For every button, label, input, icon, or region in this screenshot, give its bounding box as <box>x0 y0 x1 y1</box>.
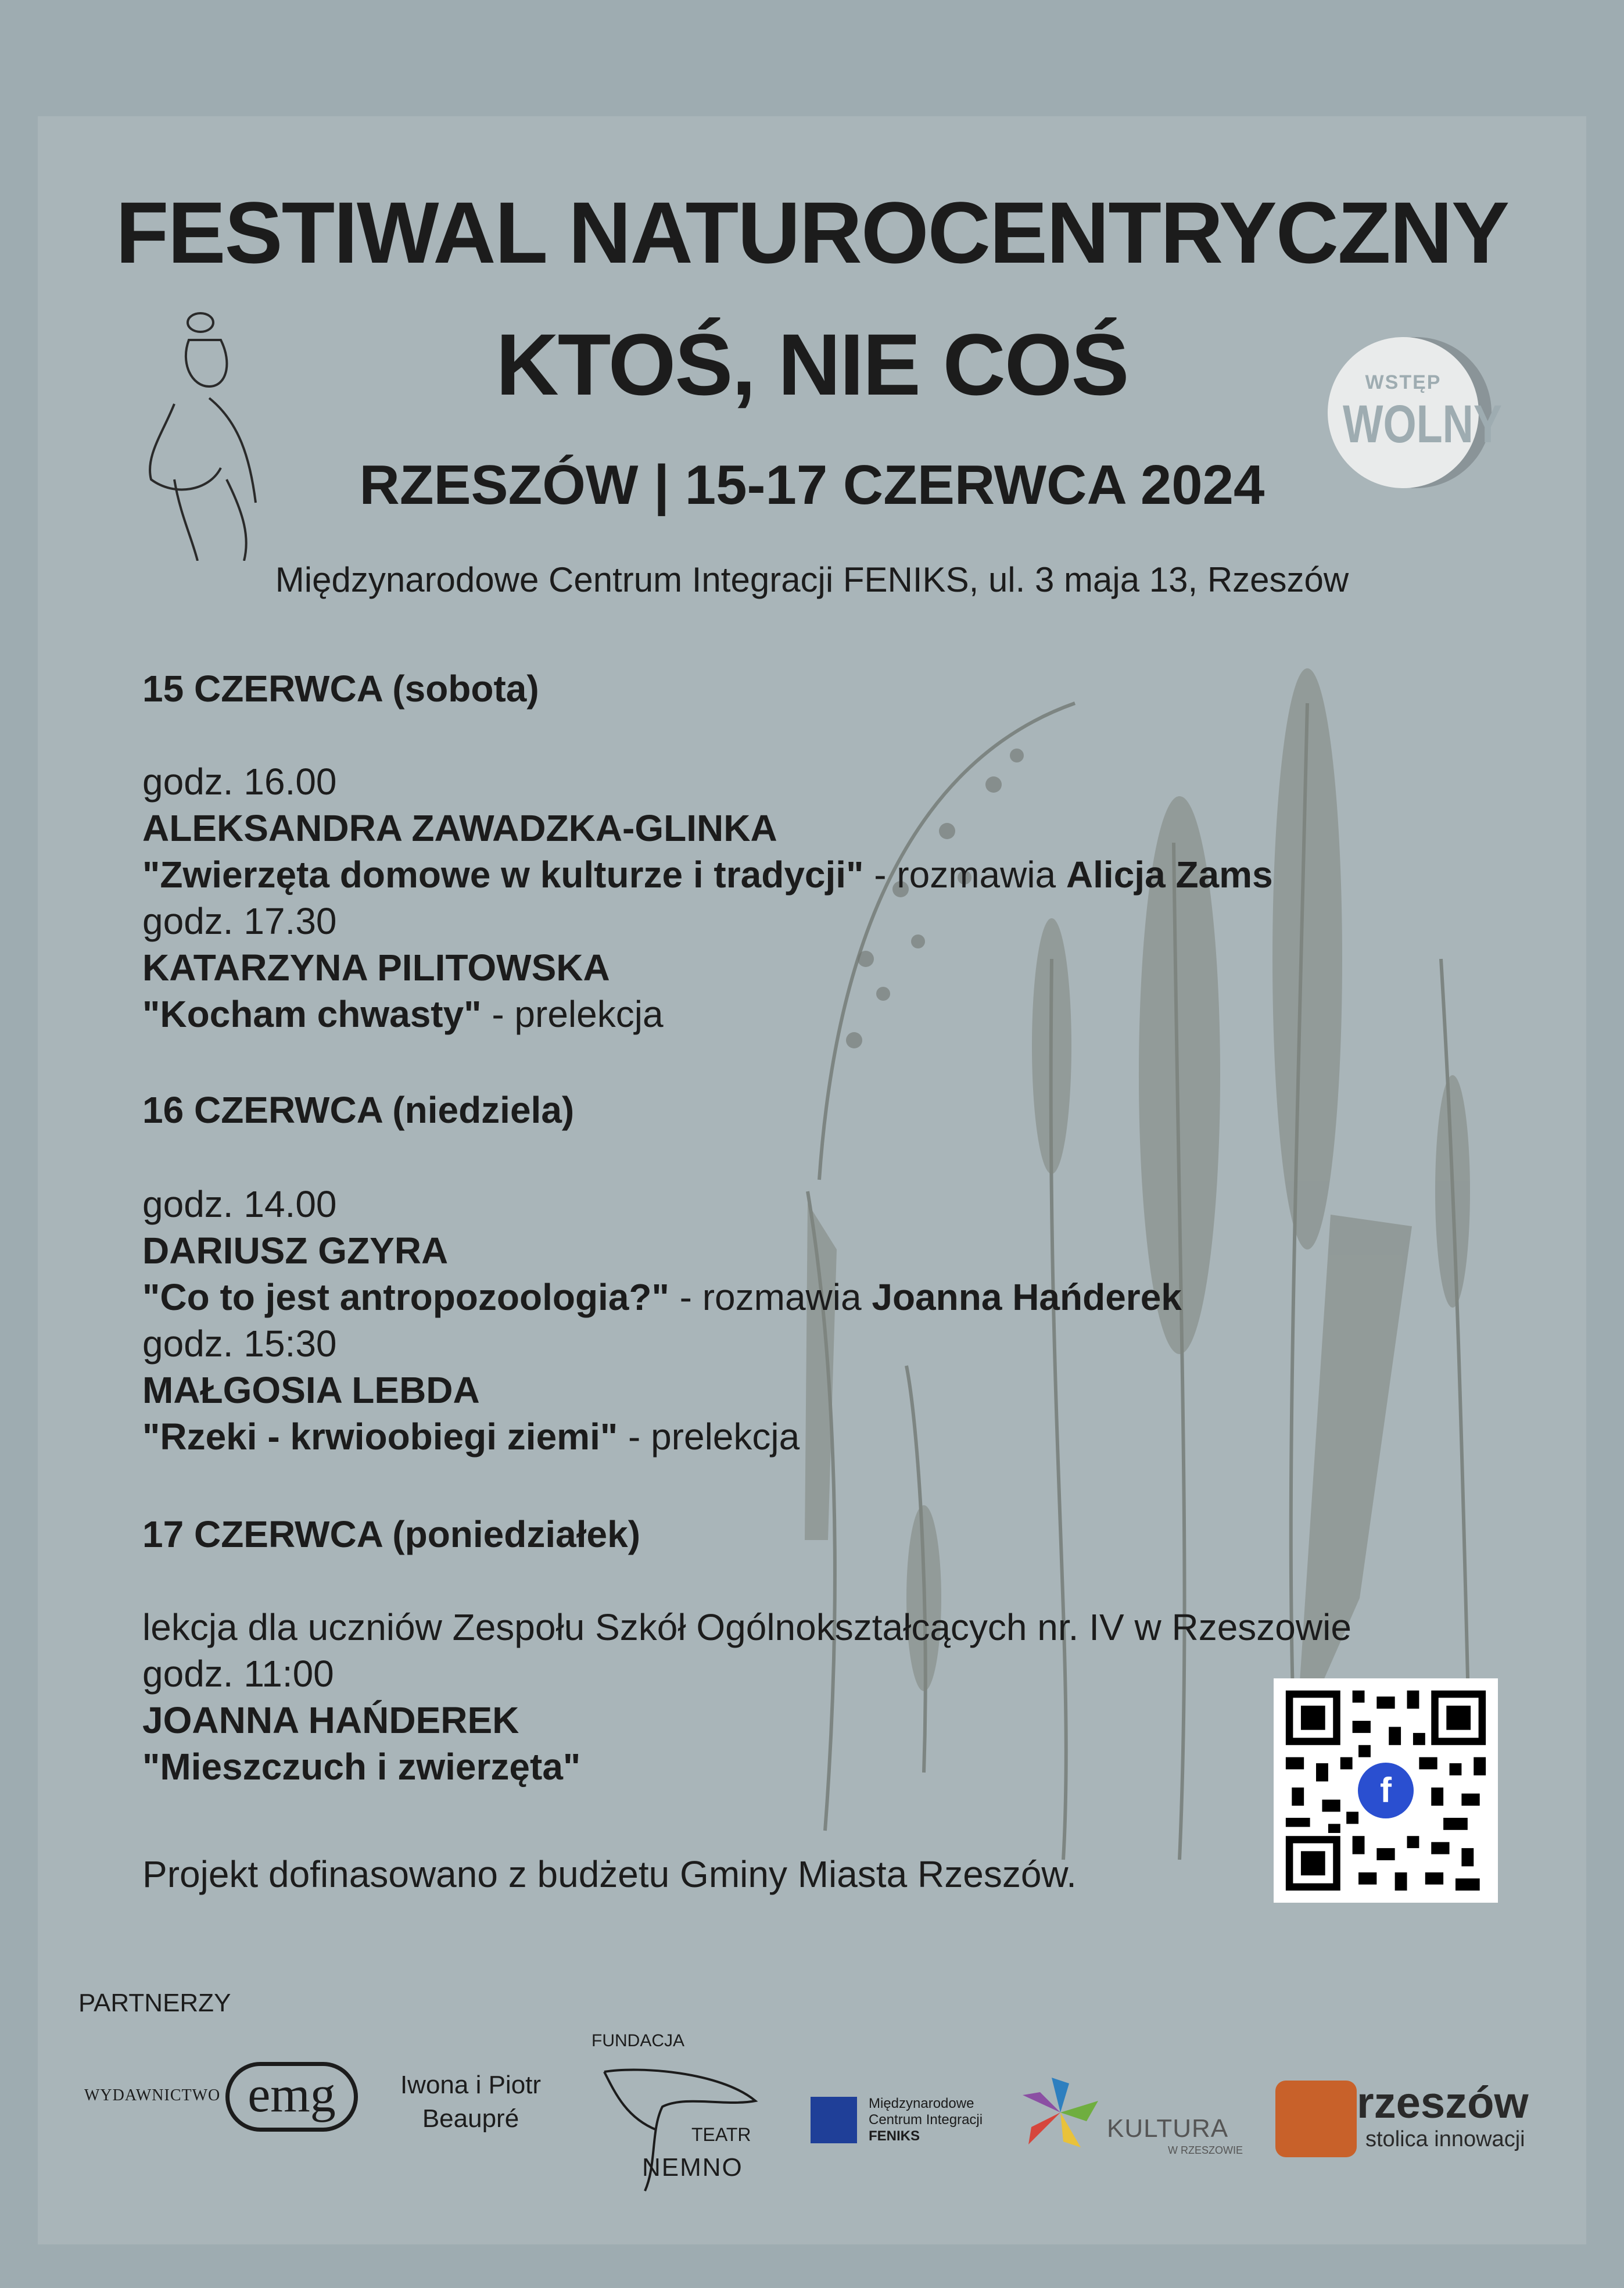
badge-small-text: WSTĘP <box>1365 371 1442 393</box>
kultura-pinwheel-icon <box>1017 2072 1104 2153</box>
day2-date: 16 CZERWCA <box>142 1089 382 1131</box>
rzeszow-main: rzeszów <box>1357 2078 1529 2128</box>
free-entry-badge <box>1328 337 1502 488</box>
nemno-top: FUNDACJA <box>591 2031 685 2050</box>
day2-event1-line <box>142 1274 1182 1320</box>
day1-event1-time: godz. 16.00 <box>142 761 337 803</box>
day1-event2-type: - prelekcja <box>481 993 664 1035</box>
day1-weekday: (sobota) <box>382 668 539 710</box>
day1-date: 15 CZERWCA <box>142 668 382 710</box>
feniks-line1: Międzynarodowe <box>869 2096 974 2111</box>
partners-label: PARTNERZY <box>78 1989 231 2017</box>
day2-heading <box>142 1087 574 1133</box>
day3-weekday: (poniedziałek) <box>382 1513 640 1555</box>
festival-subtitle-name: KTOŚ, NIE COŚ <box>496 316 1128 413</box>
festival-title: FESTIWAL NATUROCENTRYCZNY <box>115 184 1509 281</box>
day1-event1-line <box>142 851 1273 898</box>
rzeszow-logo-icon <box>1275 2081 1357 2157</box>
rzeszow-sub: stolica innowacji <box>1365 2127 1525 2151</box>
nemno-teatr: TEATR <box>691 2124 751 2145</box>
badge-circle <box>1328 337 1502 488</box>
festival-place-dates: RZESZÓW | 15-17 CZERWCA 2024 <box>359 454 1265 516</box>
badge-big-text: WOLNY <box>1343 395 1502 454</box>
day1-heading <box>142 665 539 712</box>
day2-event2-time: godz. 15:30 <box>142 1323 337 1365</box>
day1-event2-time: godz. 17.30 <box>142 900 337 942</box>
day2-event1-title: "Co to jest antropozoologia?" <box>142 1276 669 1318</box>
day1-event2-speaker: KATARZYNA PILITOWSKA <box>142 947 610 989</box>
beaupre-line2: Beaupré <box>422 2104 519 2133</box>
day1-event2-line <box>142 991 664 1037</box>
day3-event1-speaker: JOANNA HAŃDEREK <box>142 1699 519 1741</box>
day1-event2-title: "Kocham chwasty" <box>142 993 482 1035</box>
day1-event1-host: Alicja Zams <box>1066 854 1273 896</box>
nemno-name: NEMNO <box>642 2153 743 2182</box>
day2-event2-speaker: MAŁGOSIA LEBDA <box>142 1369 480 1411</box>
emg-prefix: WYDAWNICTWO <box>84 2086 221 2104</box>
day2-event2-type: - prelekcja <box>618 1416 800 1458</box>
qr-code[interactable] <box>1274 1678 1498 1903</box>
funding-note: Projekt dofinasowano z budżetu Gminy Miasta Rzeszów. <box>142 1853 1077 1895</box>
feniks-line3: FENIKS <box>869 2128 920 2144</box>
festival-venue: Międzynarodowe Centrum Integracji FENIKS, ul. 3 maja 13, Rzeszów <box>275 560 1349 599</box>
emg-logo: emg <box>225 2062 358 2132</box>
day2-event1-sep: - rozmawia <box>669 1276 872 1318</box>
day3-event1-time: godz. 11:00 <box>142 1653 334 1695</box>
day3-date: 17 CZERWCA <box>142 1513 382 1555</box>
day3-heading <box>142 1511 640 1557</box>
kultura-sub: W RZESZOWIE <box>1168 2144 1243 2156</box>
kultura-main: KULTURA <box>1107 2114 1229 2143</box>
day2-event1-host: Joanna Hańderek <box>872 1276 1182 1318</box>
day2-event2-title: "Rzeki - krwioobiegi ziemi" <box>142 1416 618 1458</box>
beaupre-line1: Iwona i Piotr <box>400 2071 542 2099</box>
day1-event1-sep: - rozmawia <box>863 854 1066 896</box>
day1-event1-title: "Zwierzęta domowe w kulturze i tradycji" <box>142 854 864 896</box>
day2-event1-time: godz. 14.00 <box>142 1183 337 1225</box>
feniks-line2: Centrum Integracji <box>869 2112 983 2128</box>
day2-event2-line <box>142 1413 800 1460</box>
facebook-icon: f <box>1358 1763 1414 1818</box>
day1-event1-speaker: ALEKSANDRA ZAWADZKA-GLINKA <box>142 807 777 849</box>
day3-note: lekcja dla uczniów Zespołu Szkół Ogólnokształcących nr. IV w Rzeszowie <box>142 1606 1351 1648</box>
feniks-logo-icon <box>811 2097 857 2143</box>
day2-event1-speaker: DARIUSZ GZYRA <box>142 1230 449 1272</box>
day2-weekday: (niedziela) <box>382 1089 575 1131</box>
day3-event1-title: "Mieszczuch i zwierzęta" <box>142 1746 581 1788</box>
